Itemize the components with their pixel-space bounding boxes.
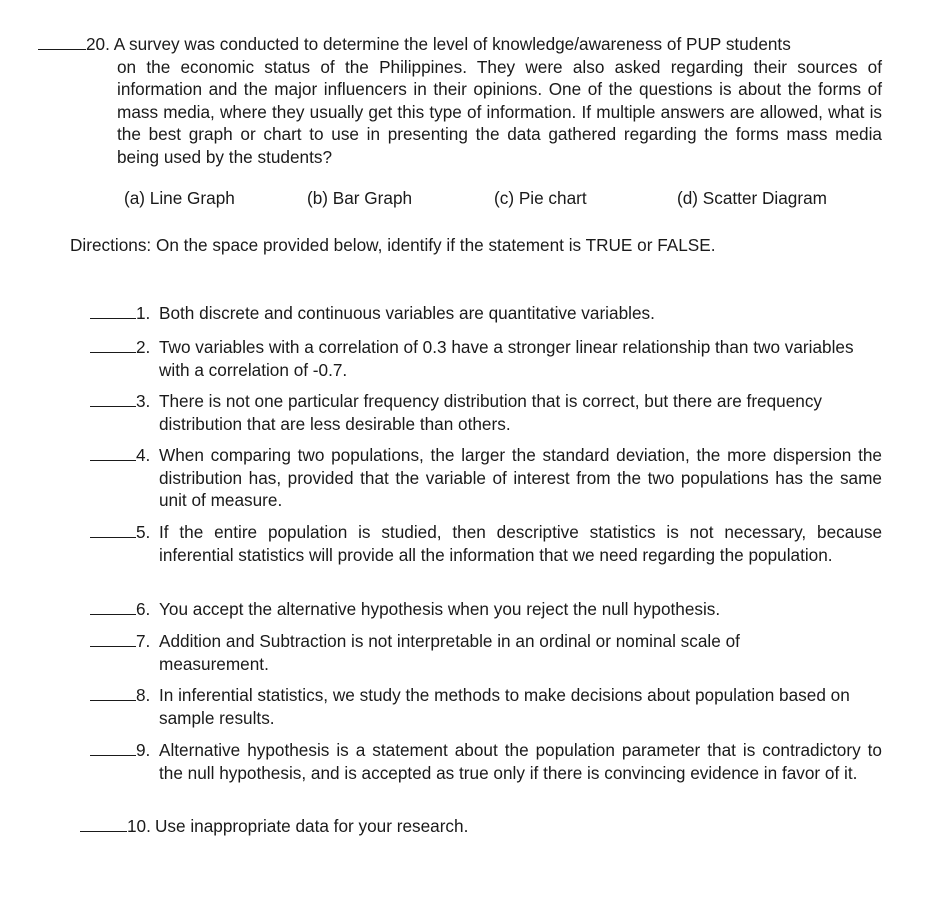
choice-a: (a) Line Graph bbox=[124, 188, 235, 208]
item-number: 9. bbox=[136, 740, 151, 760]
question-20-choices bbox=[0, 187, 930, 211]
item-text: In inferential statistics, we study the methods to make decisions about population based on sample results. bbox=[159, 685, 850, 728]
question-20-number: 20. bbox=[86, 34, 110, 54]
answer-blank[interactable] bbox=[90, 352, 136, 353]
answer-blank[interactable] bbox=[90, 614, 136, 615]
choice-b: (b) Bar Graph bbox=[307, 188, 413, 208]
answer-blank[interactable] bbox=[90, 318, 136, 319]
item-text: There is not one particular frequency distribution that is correct, but there are frequency distribution that are less desirable than others. bbox=[159, 391, 823, 434]
item-text: When comparing two populations, the larger the standard deviation, the more dispersion the distribution has, provided that the variable of interest from the two populations has the same unit of measure. bbox=[159, 445, 882, 510]
item-number: 3. bbox=[136, 391, 151, 411]
item-number: 5. bbox=[136, 522, 151, 542]
item-number: 10. bbox=[127, 816, 151, 836]
answer-blank[interactable] bbox=[90, 460, 136, 461]
choice-c: (c) Pie chart bbox=[494, 188, 587, 208]
answer-blank[interactable] bbox=[80, 831, 127, 832]
answer-blank[interactable] bbox=[90, 755, 136, 756]
answer-blank-20[interactable] bbox=[38, 49, 86, 50]
question-20-first-line bbox=[38, 33, 791, 56]
item-number: 8. bbox=[136, 685, 151, 705]
item-number: 6. bbox=[136, 599, 151, 619]
answer-blank[interactable] bbox=[90, 700, 136, 701]
answer-blank[interactable] bbox=[90, 646, 136, 647]
item-number: 7. bbox=[136, 631, 151, 651]
item-text: Two variables with a correlation of 0.3 have a stronger linear relationship than two variables with a correlation of -0.7. bbox=[159, 337, 854, 380]
item-text: If the entire population is studied, then descriptive statistics is not necessary, because inferential statistics will provide all the information that we need regarding the population. bbox=[159, 522, 882, 565]
item-number: 4. bbox=[136, 445, 151, 465]
question-20-text-line1: A survey was conducted to determine the level of knowledge/awareness of PUP students bbox=[113, 34, 791, 54]
item-text: Alternative hypothesis is a statement about the population parameter that is contradictory to the null hypothesis, and is accepted as true only if there is convincing evidence in favor of it. bbox=[159, 740, 882, 783]
question-20-text: on the economic status of the Philippines. They were also asked regarding their sources of information and the major influencers in their opinions. One of the questions is about the forms of mass media, where they usually get this type of information. If multiple answers are allowed, what is the best graph or chart to use in presenting the data gathered regarding the forms mass media being used by the students? bbox=[117, 56, 882, 167]
item-number: 1. bbox=[136, 303, 151, 323]
item-number: 2. bbox=[136, 337, 151, 357]
answer-blank[interactable] bbox=[90, 537, 136, 538]
answer-blank[interactable] bbox=[90, 406, 136, 407]
item-text: You accept the alternative hypothesis when you reject the null hypothesis. bbox=[159, 599, 721, 619]
directions: Directions: On the space provided below, identify if the statement is TRUE or FALSE. bbox=[70, 235, 716, 255]
item-text: Addition and Subtraction is not interpretable in an ordinal or nominal scale of measurement. bbox=[159, 631, 740, 674]
choice-d: (d) Scatter Diagram bbox=[677, 188, 827, 208]
item-text: Both discrete and continuous variables are quantitative variables. bbox=[159, 303, 655, 323]
item-text: Use inappropriate data for your research. bbox=[155, 816, 469, 836]
